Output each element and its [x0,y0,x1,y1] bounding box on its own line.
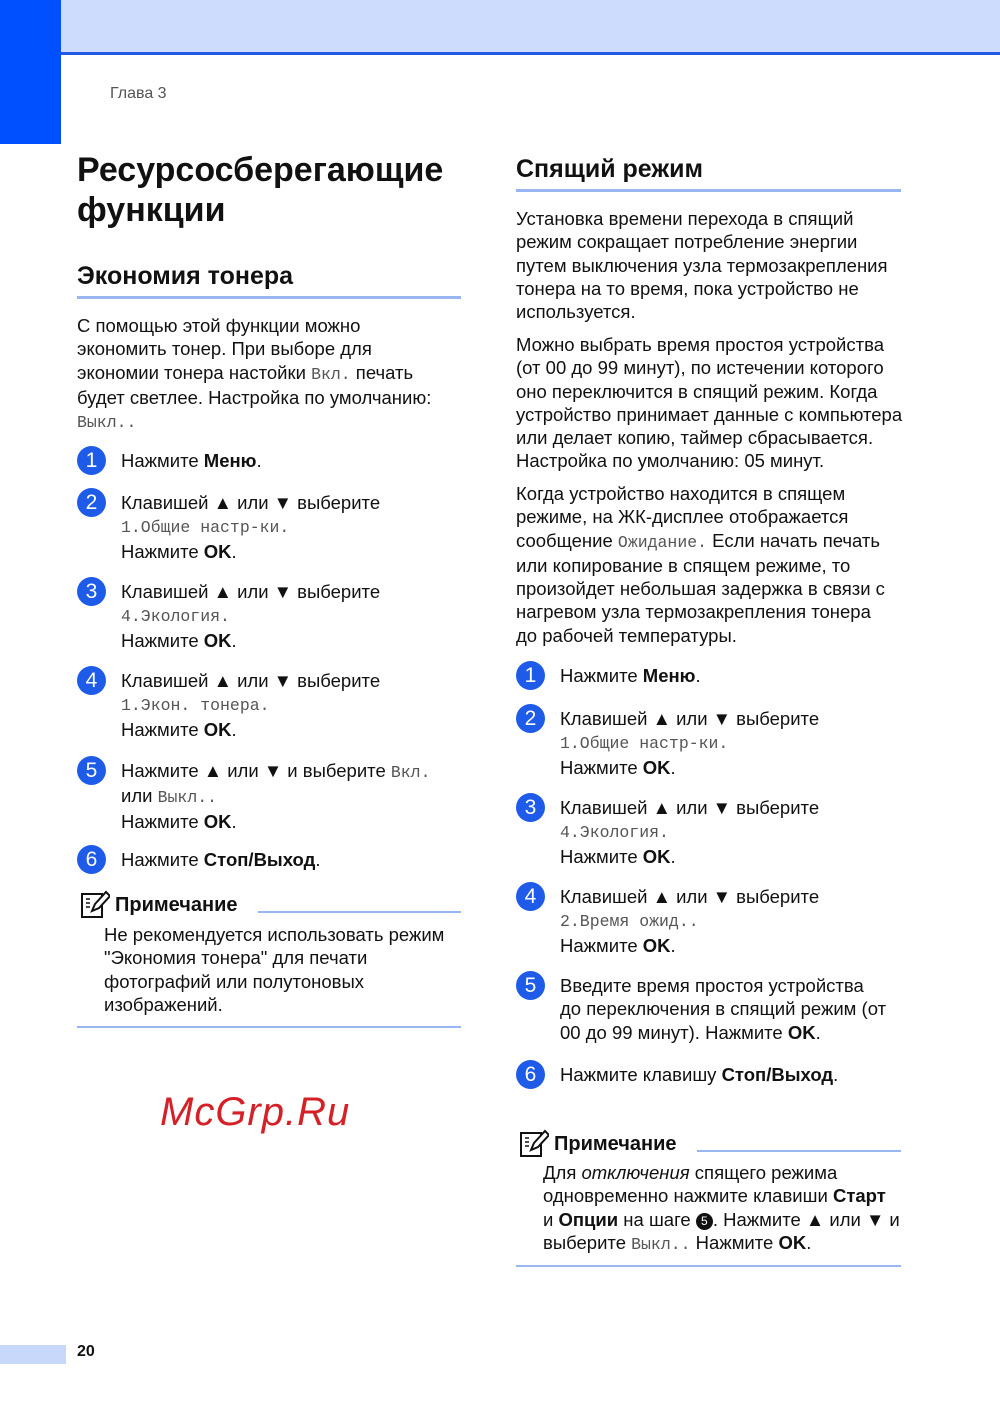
text-run: Нажмите [690,1231,779,1253]
text-line [516,554,885,577]
text-line [121,580,380,603]
step-number-badge: 6 [516,1060,545,1089]
section-title-sleep: Спящий режим [516,155,703,183]
text-line [543,1208,900,1231]
note-bottom-rule [77,1026,461,1028]
text-run: сообщение [516,529,618,551]
text-line [121,603,380,628]
text-run: . [833,1064,839,1085]
text-line [121,810,430,833]
text-run: OK [203,718,232,740]
text-run: Опции [558,1208,619,1230]
text-run: Нажмите клавишу [560,1064,722,1085]
text-line [543,1184,900,1207]
page-title-line: Ресурсосберегающие [77,151,444,189]
text-run: Нажмите [560,665,643,686]
text-line [77,314,431,337]
text-line [121,629,380,652]
text-line [516,300,888,323]
text-run: Нажмите [121,450,204,471]
section-rule [77,296,461,299]
text-run: Нажмите [121,540,204,562]
text-line [121,784,430,809]
text-run: . [670,756,676,778]
text-run: печать [350,361,414,383]
text-run: Настройка по умолчанию: 05 минут. [516,450,825,472]
text-run: экономить тонер. При выборе для [77,338,372,360]
text-run: Когда устройство находится в спящем [516,483,846,504]
note-pencil-icon [519,1128,549,1158]
text-run: отключения [581,1162,690,1183]
text-line [516,482,885,505]
text-run: путем выключения узла термозакрепления [516,254,888,276]
text-run: Нажмите [121,849,204,870]
note-bottom-rule [516,1265,901,1267]
step-number-badge: 2 [77,488,106,517]
step-number-badge: 5 [77,756,106,785]
text-run: . [315,849,321,870]
text-run: Стоп/Выход [203,849,316,870]
text-run: Нажмите [560,845,643,867]
step-number-badge: 4 [516,882,545,911]
text-line [560,730,819,755]
text-line [121,449,262,472]
paragraph [516,333,902,473]
text-run: Старт [832,1185,886,1207]
text-run: OK [203,810,232,832]
text-run: и [543,1208,559,1230]
text-run: Стоп/Выход [721,1064,834,1085]
text-line [104,970,444,993]
text-run: Клавишей ▲ или ▼ выберите [560,886,820,907]
page-number: 20 [77,1343,95,1360]
text-run: OK [778,1231,807,1253]
text-line [104,923,444,946]
section-title-toner: Экономия тонера [77,262,294,290]
header-band [61,0,1000,55]
step-ref-badge: 5 [696,1213,713,1230]
step-5 [121,759,430,833]
text-line [121,759,430,784]
text-run: Клавишей ▲ или ▼ выберите [121,581,381,602]
text-run: Нажмите [121,718,204,740]
text-line [560,934,819,957]
text-run: Меню [203,450,257,471]
lcd-text: 1.Общие настр-ки. [560,734,729,754]
text-run: Клавишей ▲ или ▼ выберите [560,797,820,818]
text-line [543,1161,900,1184]
text-run: Нажмите [560,934,643,956]
step-3 [560,796,819,868]
text-line [121,669,380,692]
text-line [543,1231,900,1256]
text-line [516,356,902,379]
step-number-badge: 2 [516,704,545,733]
text-line [121,848,321,871]
text-run: OK [787,1021,816,1043]
text-run: . [231,540,237,562]
text-line [560,1063,838,1086]
page-title-line: функции [77,191,226,229]
text-run: Введите время простоя устройства [560,975,864,996]
text-line [121,540,380,563]
lcd-text: 1.Общие настр-ки. [121,518,290,538]
text-line [77,409,431,434]
step-3 [121,580,380,652]
text-run: OK [203,629,232,651]
text-line [560,756,819,779]
text-run: Для [543,1162,582,1183]
text-run: 00 до 99 минут). Нажмите [560,1021,788,1043]
step-number-badge: 5 [516,971,545,1000]
text-run: будет светлее. Настройка по умолчанию: [77,386,432,408]
text-run: изображений. [104,993,223,1015]
text-run: Меню [642,665,696,686]
text-line [560,1021,886,1044]
text-run: Нажмите [121,810,204,832]
lcd-text: Ожидание. [617,532,708,552]
text-line [516,426,902,449]
step-2 [560,707,819,779]
text-run: экономии тонера настойки [77,361,312,383]
text-run: . [815,1021,821,1043]
text-run: . [670,845,676,867]
text-run: нагревом узла термозакрепления тонера [516,601,871,623]
lcd-text: Вкл. [311,364,351,384]
text-line [516,449,902,472]
text-line [121,514,380,539]
text-line [516,403,902,426]
step-6 [121,848,321,871]
text-line [560,908,819,933]
text-run: фотографий или полутоновых [104,970,364,992]
lcd-text: Выкл.. [77,413,137,433]
text-run: спящего режима [689,1162,838,1183]
text-run: . [231,629,237,651]
footer-band [0,1345,66,1364]
text-line [104,993,444,1016]
text-line [516,207,888,230]
chapter-label: Глава 3 [110,85,167,102]
text-line [77,361,431,386]
text-run: тонера на то время, пока устройство не [516,277,859,299]
text-run: произойдет небольшая задержка в связи с [516,578,885,600]
text-run: . Нажмите ▲ или ▼ и [712,1208,900,1230]
text-run: или копирование в спящем режиме, то [516,554,851,576]
text-line [121,491,380,514]
text-line [560,997,886,1020]
step-1 [121,449,262,472]
step-number-badge: 1 [77,446,106,475]
step-number-badge: 3 [77,577,106,606]
text-run: выберите [543,1231,632,1253]
text-line [77,337,431,360]
text-run: на шаге [618,1208,696,1230]
text-line [560,885,819,908]
note-title: Примечание [115,894,238,916]
text-line [560,664,701,687]
lcd-text: 2.Время ожид.. [560,912,699,932]
text-line [560,974,886,997]
note-rule [697,1150,901,1152]
lcd-text: 4.Экология. [121,607,230,627]
step-5 [560,974,886,1044]
text-run: или [121,785,158,807]
step-6 [560,1063,838,1086]
text-line [560,845,819,868]
watermark: McGrp.Ru [160,1090,351,1134]
lcd-text: Выкл.. [157,788,218,808]
text-line [516,505,885,528]
note-body [104,923,444,1016]
paragraph [516,207,888,323]
text-run: одновременно нажмите клавиши [543,1185,833,1207]
text-line [516,529,885,554]
text-line [121,718,380,741]
text-line [516,577,885,600]
step-number-badge: 1 [516,661,545,690]
text-run: режим сокращает потребление энергии [516,231,858,253]
text-line [560,707,819,730]
step-number-badge: 6 [77,845,106,874]
text-run: С помощью этой функции можно [77,315,361,336]
text-run: . [231,810,237,832]
text-run: OK [642,756,671,778]
text-run: . [231,718,237,740]
text-run: (от 00 до 99 минут), по истечении которого [516,357,884,379]
text-line [560,796,819,819]
text-run: Нажмите [560,756,643,778]
step-number-badge: 3 [516,793,545,822]
text-run: . [695,665,701,686]
lcd-text: 1.Экон. тонера. [121,696,270,716]
text-line [121,692,380,717]
text-run: Клавишей ▲ или ▼ выберите [560,708,820,729]
note-title: Примечание [554,1133,677,1155]
step-4 [121,669,380,741]
text-run: Можно выбрать время простоя устройства [516,334,885,355]
note-pencil-icon [80,889,110,919]
note-rule [258,911,461,913]
text-run: OK [642,845,671,867]
text-run: OK [642,934,671,956]
lcd-text: Вкл. [390,763,431,782]
text-run: или делает копию, таймер сбрасывается. [516,427,874,449]
paragraph [516,482,885,647]
text-run: . [806,1231,812,1253]
note-body [543,1161,900,1256]
text-run: Установка времени перехода в спящий [516,208,854,229]
text-run: Клавишей ▲ или ▼ выберите [121,670,381,691]
text-line [516,230,888,253]
step-1 [560,664,701,687]
text-line [516,600,885,623]
text-run: . [256,450,262,471]
section-rule [516,189,901,192]
chapter-tab [0,0,61,144]
text-run: "Экономия тонера" для печати [104,947,368,969]
step-2 [121,491,380,563]
text-run: Клавишей ▲ или ▼ выберите [121,492,381,513]
text-run: OK [203,540,232,562]
text-run: Если начать печать [707,529,881,551]
text-line [104,946,444,969]
text-run: Нажмите ▲ или ▼ и выберите [121,760,391,781]
text-run: до рабочей температуры. [516,624,737,646]
text-line [77,386,431,409]
text-line [516,624,885,647]
lcd-text: 4.Экология. [560,823,669,843]
text-run: . [670,934,676,956]
step-4 [560,885,819,957]
text-run: до переключения в спящий режим (от [560,998,887,1020]
intro-paragraph [77,314,431,434]
page-title [77,150,443,230]
text-run: Нажмите [121,629,204,651]
text-run: режиме, на ЖК-дисплее отображается [516,506,849,528]
text-line [516,380,902,403]
text-line [516,254,888,277]
text-run: оно переключится в спящий режим. Когда [516,380,878,402]
text-run: используется. [516,301,636,323]
text-line [516,277,888,300]
text-line [560,819,819,844]
step-number-badge: 4 [77,666,106,695]
text-line [516,333,902,356]
text-run: Не рекомендуется использовать режим [104,924,445,945]
lcd-text: Выкл.. [631,1234,691,1254]
text-run: устройство принимает данные с компьютера [516,403,903,425]
